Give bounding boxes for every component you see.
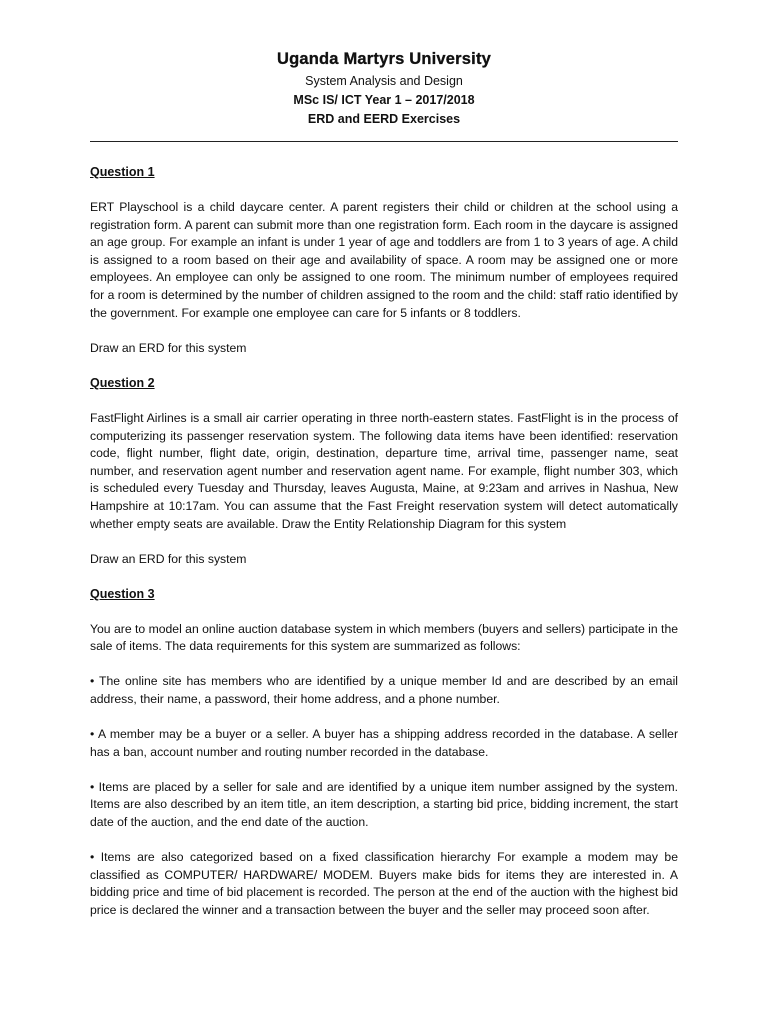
university-title: Uganda Martyrs University: [276, 50, 492, 68]
question-2-heading: Question 2: [90, 375, 155, 390]
question-3-heading: Question 3: [90, 586, 155, 601]
document-header: [90, 46, 678, 129]
question-1-text: ERT Playschool is a child daycare center. A parent registers their child or children at the school using a registration form. A parent can submit more than one registration form. Each room in the daycare is assigned an age group. For example an infant is under 1 year of age and toddlers are from 1 to 3 years of age. A child is assigned to a room based on their age and availability of space. A room may be assigned one or more employees. An employee can only be assigned to one room. The minimum number of employees required for a room is determined by the number of children assigned to the room and the child: staff ratio identified by the government. For example one employee can care for 5 infants or 8 toddlers.: [90, 200, 678, 320]
question-3-bullet-items: • Items are placed by a seller for sale and are identified by a unique item number assigned by the system. Items are also described by an item title, an item description, a starting bid price, bidding increment, the start date of the auction, and the end date of the auction.: [90, 779, 678, 830]
header-divider: [90, 141, 678, 142]
question-3-bullet-members: • The online site has members who are identified by a unique member Id and are described by an email address, their name, a password, their home address, and a phone number.: [90, 674, 678, 707]
question-1-heading: Question 1: [90, 165, 155, 179]
question-3-bullet-buyer-seller: • A member may be a buyer or a seller. A buyer has a shipping address recorded in the database. A seller has a ban, account number and routing number recorded in the database.: [90, 727, 678, 759]
question-3-intro: You are to model an online auction database system in which members (buyers and sellers) participate in the sale of items. The data requirements for this system are summarized as follows:: [90, 621, 678, 654]
program-line: MSc IS/ ICT Year 1 – 2017/2018: [293, 93, 475, 107]
question-1-instruction: Draw an ERD for this system: [90, 340, 247, 355]
question-3-bullet-categories: • Items are also categorized based on a fixed classification hierarchy For example a modem may be classified as COMPUTER/ HARDWARE/ MODEM. Buyers make bids for items they are interested in. A bidding price and time of bid placement is recorded. The person at the end of the auction with the highest bid price is declared the winner and a transaction between the buyer and the seller may proceed soon after.: [90, 850, 678, 917]
course-title: System Analysis and Design: [305, 74, 463, 88]
question-2-text: FastFlight Airlines is a small air carrier operating in three north-eastern states. FastFlight is in the process of computerizing its passenger reservation system. The following data items have been identified: reservation code, flight number, flight date, origin, destination, departure time, arrival time, passenger name, seat number, and reservation agent number and reservation agent name. For example, flight number 303, which is scheduled every Tuesday and Thursday, leaves Augusta, Maine, at 9:23am and arrives in Nashua, New Hampshire at 10:17am. You can assume that the Fast Freight reservation system will detect automatically whether empty seats are available. Draw the Entity Relationship Diagram for this system: [90, 410, 678, 531]
document-body: [90, 164, 678, 920]
exercise-title: ERD and EERD Exercises: [307, 112, 461, 126]
question-2-instruction: Draw an ERD for this system: [90, 551, 247, 566]
